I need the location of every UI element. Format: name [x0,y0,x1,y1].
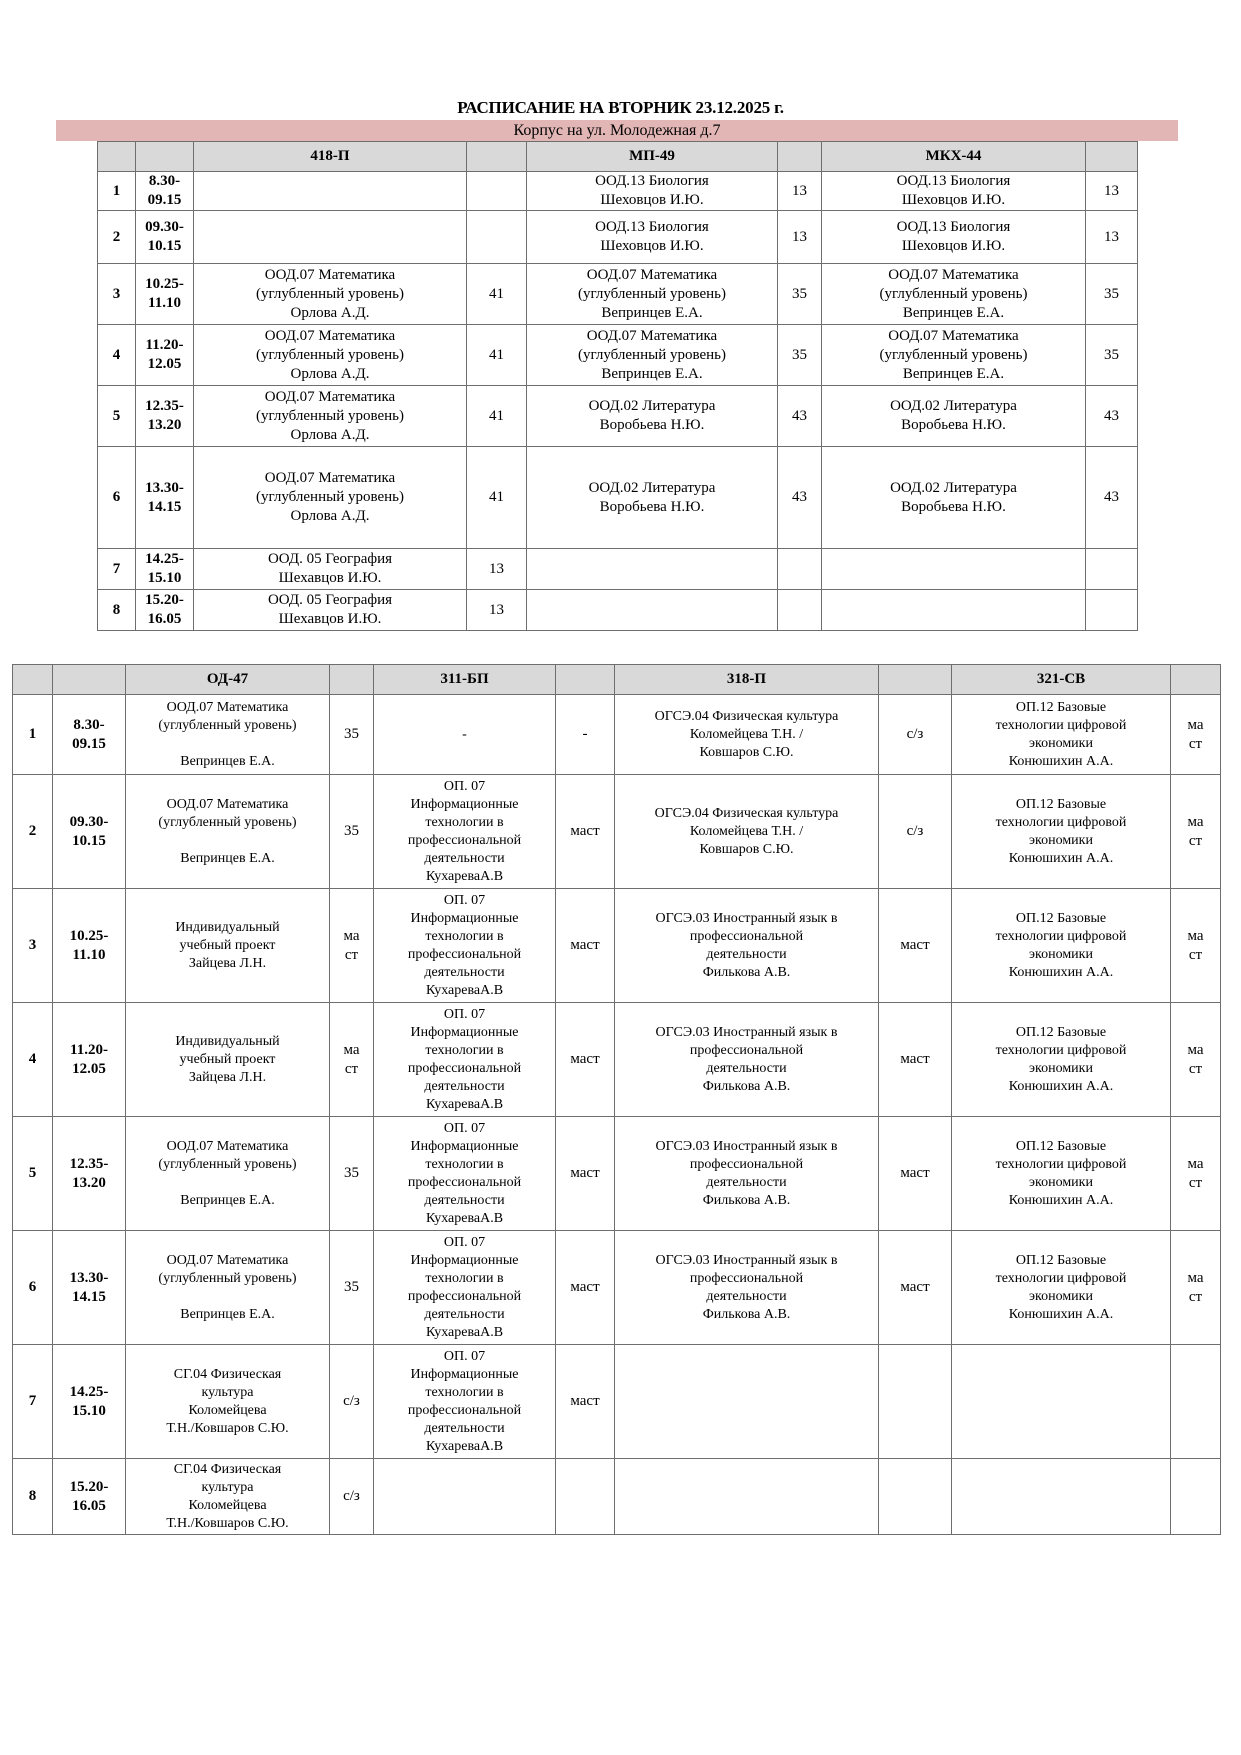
subject-cell: ООД.02 Литература Воробьева Н.Ю. [527,447,778,549]
lesson-number: 8 [98,590,136,631]
table-row [13,1117,1221,1231]
header-room [556,665,615,695]
room-cell: 41 [467,386,527,447]
room-cell: 35 [330,1231,374,1345]
lesson-number: 1 [13,695,53,775]
subject-cell: ОП. 07 Информационные технологии в профессиональной деятельности КухареваА.В [374,1003,556,1117]
room-cell [467,172,527,211]
subject-cell: Индивидуальный учебный проект Зайцева Л.Н. [126,1003,330,1117]
header-room [1171,665,1221,695]
table-row [98,549,1138,590]
lesson-time: 13.30- 14.15 [136,447,194,549]
room-cell: 41 [467,325,527,386]
room-cell: - [556,695,615,775]
subject-cell: ООД.07 Математика (углубленный уровень) Вепринцев Е.А. [822,325,1086,386]
subject-cell: ООД.07 Математика (углубленный уровень) Вепринцев Е.А. [126,775,330,889]
subject-cell: ОП. 07 Информационные технологии в профессиональной деятельности КухареваА.В [374,1345,556,1459]
subject-cell: ООД.07 Математика (углубленный уровень) Вепринцев Е.А. [527,325,778,386]
subject-cell: ОП.12 Базовые технологии цифровой экономики Конюшихин А.А. [952,775,1171,889]
room-cell [879,1345,952,1459]
subject-cell [952,1459,1171,1535]
lesson-number: 6 [98,447,136,549]
room-cell [1086,590,1138,631]
room-cell: маст [879,1003,952,1117]
table-row [98,447,1138,549]
room-cell: 13 [778,211,822,264]
lesson-time: 09.30- 10.15 [136,211,194,264]
lesson-time: 13.30- 14.15 [53,1231,126,1345]
room-cell: 35 [330,695,374,775]
page-title: РАСПИСАНИЕ НА ВТОРНИК 23.12.2025 г. [457,98,784,117]
room-cell: маст [556,1003,615,1117]
room-cell: 35 [330,1117,374,1231]
subject-cell: ООД.02 Литература Воробьева Н.Ю. [527,386,778,447]
lesson-number: 4 [98,325,136,386]
subject-cell: ОГСЭ.03 Иностранный язык в профессиональной деятельности Филькова А.В. [615,889,879,1003]
room-cell: с/з [879,775,952,889]
table-header-row [98,142,1138,172]
table-row [13,1231,1221,1345]
table-row [13,1345,1221,1459]
room-cell [467,211,527,264]
lesson-time: 09.30- 10.15 [53,775,126,889]
lesson-number: 7 [13,1345,53,1459]
room-cell: 35 [778,325,822,386]
header-room [879,665,952,695]
lesson-number: 7 [98,549,136,590]
table-row [13,695,1221,775]
group-header: ОД-47 [126,665,330,695]
table-row [13,889,1221,1003]
schedule-table-2 [12,664,1221,1535]
lesson-number: 2 [13,775,53,889]
subject-cell: ОГСЭ.03 Иностранный язык в профессиональной деятельности Филькова А.В. [615,1003,879,1117]
header-time [136,142,194,172]
table-row [98,172,1138,211]
table-header-row [13,665,1221,695]
subject-cell [374,1459,556,1535]
lesson-time: 10.25- 11.10 [136,264,194,325]
room-cell: маст [556,889,615,1003]
subject-cell: ООД.13 Биология Шеховцов И.Ю. [822,211,1086,264]
subject-cell [822,549,1086,590]
subject-cell: Индивидуальный учебный проект Зайцева Л.Н. [126,889,330,1003]
subject-cell [527,549,778,590]
schedule-table-1 [97,141,1138,631]
group-header: МП-49 [527,142,778,172]
header-room [330,665,374,695]
subject-cell [615,1459,879,1535]
room-cell: 35 [1086,325,1138,386]
room-cell: с/з [879,695,952,775]
room-cell: 41 [467,447,527,549]
room-cell: 35 [330,775,374,889]
table-row [98,211,1138,264]
subject-cell: СГ.04 Физическая культура Коломейцева Т.Н./Ковшаров С.Ю. [126,1345,330,1459]
header-time [53,665,126,695]
lesson-number: 5 [98,386,136,447]
room-cell: 35 [778,264,822,325]
subject-cell [194,211,467,264]
room-cell: с/з [330,1459,374,1535]
lesson-time: 8.30- 09.15 [136,172,194,211]
subject-cell: ООД.07 Математика (углубленный уровень) Вепринцев Е.А. [126,1231,330,1345]
subject-cell: ООД.02 Литература Воробьева Н.Ю. [822,386,1086,447]
subject-cell: ООД.07 Математика (углубленный уровень) Вепринцев Е.А. [126,1117,330,1231]
lesson-number: 3 [98,264,136,325]
room-cell: маст [556,1345,615,1459]
room-cell: маст [879,1117,952,1231]
room-cell [1086,549,1138,590]
header-room [1086,142,1138,172]
subject-cell [194,172,467,211]
room-cell: ма ст [1171,889,1221,1003]
subject-cell: СГ.04 Физическая культура Коломейцева Т.Н./Ковшаров С.Ю. [126,1459,330,1535]
subject-cell [952,1345,1171,1459]
table-row [98,386,1138,447]
lesson-time: 8.30- 09.15 [53,695,126,775]
header-room [467,142,527,172]
room-cell: маст [879,889,952,1003]
room-cell: 13 [467,549,527,590]
room-cell: маст [556,1117,615,1231]
table-row [13,1459,1221,1535]
room-cell: 13 [778,172,822,211]
room-cell: 43 [1086,386,1138,447]
lesson-time: 12.35- 13.20 [136,386,194,447]
subject-cell: ООД. 05 География Шехавцов И.Ю. [194,590,467,631]
group-header: 418-П [194,142,467,172]
room-cell [556,1459,615,1535]
lesson-time: 12.35- 13.20 [53,1117,126,1231]
lesson-time: 14.25- 15.10 [53,1345,126,1459]
subject-cell: ООД.07 Математика (углубленный уровень) Орлова А.Д. [194,386,467,447]
subject-cell: ООД.07 Математика (углубленный уровень) Вепринцев Е.А. [822,264,1086,325]
group-header: МКХ-44 [822,142,1086,172]
subject-cell: ОП. 07 Информационные технологии в профессиональной деятельности КухареваА.В [374,1231,556,1345]
subject-cell: ОП. 07 Информационные технологии в профессиональной деятельности КухареваА.В [374,1117,556,1231]
group-header: 311-БП [374,665,556,695]
lesson-time: 10.25- 11.10 [53,889,126,1003]
subject-cell [615,1345,879,1459]
table-row [13,775,1221,889]
header-num [13,665,53,695]
lesson-time: 14.25- 15.10 [136,549,194,590]
room-cell: ма ст [330,1003,374,1117]
campus-banner: Корпус на ул. Молодежная д.7 [56,120,1178,141]
subject-cell: ООД.13 Биология Шеховцов И.Ю. [527,211,778,264]
subject-cell: - [374,695,556,775]
subject-cell: ООД.13 Биология Шеховцов И.Ю. [822,172,1086,211]
room-cell: маст [879,1231,952,1345]
room-cell: 13 [1086,172,1138,211]
room-cell: 43 [778,386,822,447]
room-cell: 13 [467,590,527,631]
subject-cell [822,590,1086,631]
subject-cell: ОГСЭ.03 Иностранный язык в профессиональной деятельности Филькова А.В. [615,1231,879,1345]
subject-cell: ОГСЭ.04 Физическая культура Коломейцева Т.Н. / Ковшаров С.Ю. [615,695,879,775]
room-cell: ма ст [1171,1231,1221,1345]
lesson-time: 11.20- 12.05 [53,1003,126,1117]
room-cell [778,549,822,590]
room-cell: маст [556,775,615,889]
room-cell [1171,1345,1221,1459]
subject-cell: ООД.07 Математика (углубленный уровень) Орлова А.Д. [194,325,467,386]
room-cell: 43 [778,447,822,549]
subject-cell [527,590,778,631]
room-cell: 35 [1086,264,1138,325]
header-room [778,142,822,172]
lesson-time: 15.20- 16.05 [136,590,194,631]
table-row [13,1003,1221,1117]
room-cell: ма ст [1171,775,1221,889]
subject-cell: ОП. 07 Информационные технологии в профессиональной деятельности КухареваА.В [374,775,556,889]
room-cell: 43 [1086,447,1138,549]
subject-cell: ОП.12 Базовые технологии цифровой экономики Конюшихин А.А. [952,1117,1171,1231]
lesson-number: 2 [98,211,136,264]
room-cell: маст [556,1231,615,1345]
lesson-number: 4 [13,1003,53,1117]
subject-cell: ОГСЭ.04 Физическая культура Коломейцева Т.Н. / Ковшаров С.Ю. [615,775,879,889]
room-cell [1171,1459,1221,1535]
subject-cell: ОП.12 Базовые технологии цифровой экономики Конюшихин А.А. [952,695,1171,775]
room-cell: ма ст [1171,1003,1221,1117]
table-row [98,325,1138,386]
subject-cell: ООД.13 Биология Шеховцов И.Ю. [527,172,778,211]
subject-cell: ООД. 05 География Шехавцов И.Ю. [194,549,467,590]
table-row [98,264,1138,325]
subject-cell: ОП.12 Базовые технологии цифровой экономики Конюшихин А.А. [952,1003,1171,1117]
lesson-number: 1 [98,172,136,211]
group-header: 321-СВ [952,665,1171,695]
room-cell: 41 [467,264,527,325]
room-cell: ма ст [330,889,374,1003]
subject-cell: ООД.02 Литература Воробьева Н.Ю. [822,447,1086,549]
subject-cell: ООД.07 Математика (углубленный уровень) Орлова А.Д. [194,447,467,549]
room-cell [778,590,822,631]
room-cell [879,1459,952,1535]
lesson-number: 8 [13,1459,53,1535]
subject-cell: ООД.07 Математика (углубленный уровень) Вепринцев Е.А. [527,264,778,325]
room-cell: с/з [330,1345,374,1459]
subject-cell: ООД.07 Математика (углубленный уровень) Вепринцев Е.А. [126,695,330,775]
subject-cell: ОП.12 Базовые технологии цифровой экономики Конюшихин А.А. [952,1231,1171,1345]
lesson-number: 5 [13,1117,53,1231]
table-row [98,590,1138,631]
lesson-time: 11.20- 12.05 [136,325,194,386]
lesson-time: 15.20- 16.05 [53,1459,126,1535]
room-cell: 13 [1086,211,1138,264]
room-cell: ма ст [1171,1117,1221,1231]
lesson-number: 3 [13,889,53,1003]
room-cell: ма ст [1171,695,1221,775]
group-header: 318-П [615,665,879,695]
lesson-number: 6 [13,1231,53,1345]
subject-cell: ОП.12 Базовые технологии цифровой экономики Конюшихин А.А. [952,889,1171,1003]
subject-cell: ОГСЭ.03 Иностранный язык в профессиональной деятельности Филькова А.В. [615,1117,879,1231]
subject-cell: ОП. 07 Информационные технологии в профессиональной деятельности КухареваА.В [374,889,556,1003]
header-num [98,142,136,172]
subject-cell: ООД.07 Математика (углубленный уровень) Орлова А.Д. [194,264,467,325]
